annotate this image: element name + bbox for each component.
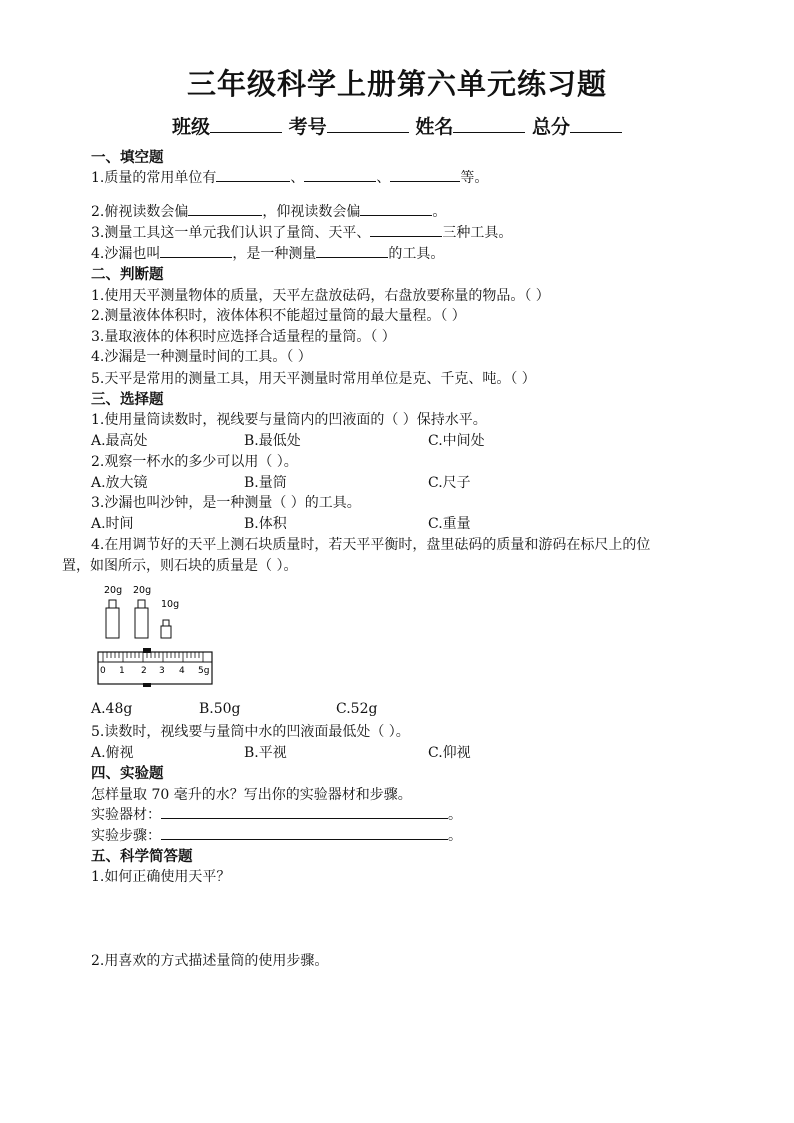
answer-blank[interactable] [316,243,388,258]
answer-blank[interactable] [360,201,432,216]
choice-option[interactable]: A.最高处 [91,433,148,449]
answer-blank[interactable] [160,243,232,258]
question-text: 3.测量工具这一单元我们认识了量筒、天平、 [91,225,371,241]
exam-no-label: 考号 [288,116,327,138]
class-label: 班级 [172,116,211,138]
choice-question-1: 1.使用量筒读数时，视线要与量筒内的凹液面的（ ）保持水平。 [91,412,487,428]
ruler-scale [98,648,212,687]
equipment-answer-line[interactable] [161,804,448,819]
fill-question-2 [91,201,446,221]
weight-10g-icon [161,620,171,638]
choice-option[interactable]: B.最低处 [244,433,301,449]
choice-option[interactable]: B.体积 [244,516,287,532]
section-heading-choice: 三、选择题 [91,392,164,408]
judge-question-4[interactable]: 4.沙漏是一种测量时间的工具。（ ） [91,349,312,365]
question-text: 1.质量的常用单位有 [91,170,217,186]
section-heading-short: 五、科学简答题 [91,849,193,865]
fill-question-1 [91,167,488,187]
choice-option[interactable]: A.放大镜 [91,475,148,491]
choice-option[interactable]: B.量筒 [244,475,287,491]
question-text: 、 [376,170,391,186]
page-title: 三年级科学上册第六单元练习题 [186,67,607,101]
judge-question-2[interactable]: 2.测量液体体积时，液体体积不能超过量筒的最大量程。（ ） [91,308,466,324]
choice-option[interactable]: A.时间 [91,516,134,532]
steps-label: 实验步骤： [91,828,161,844]
section-heading-experiment: 四、实验题 [91,766,164,782]
choice-option[interactable]: C.52g [336,701,378,717]
ruler-tick-label: 1 [119,666,125,676]
choice-question-4-line2: 置，如图所示，则石块的质量是（ ）。 [62,558,298,574]
question-text: ，仰视读数会偏 [262,204,361,220]
choice-option[interactable]: B.50g [199,701,241,717]
choice-option[interactable]: C.仰视 [428,745,471,761]
student-info-line [0,112,794,139]
rider-marker-bottom [143,683,151,687]
question-text: ，是一种测量 [232,246,317,262]
section-heading-fill: 一、填空题 [91,150,164,166]
choice-option[interactable]: C.重量 [428,516,471,532]
score-label: 总分 [531,116,570,138]
weight-label: 10g [161,599,180,610]
answer-blank[interactable] [304,167,376,182]
name-label: 姓名 [415,116,454,138]
judge-question-1[interactable]: 1.使用天平测量物体的质量，天平左盘放砝码，右盘放要称量的物品。（ ） [91,288,550,304]
answer-blank[interactable] [390,167,460,182]
ruler-tick-label: 2 [141,666,147,676]
question-text: 4.沙漏也叫 [91,246,161,262]
question-text: 、 [290,170,305,186]
experiment-steps [91,825,462,845]
judge-question-5[interactable]: 5.天平是常用的测量工具，用天平测量时常用单位是克、千克、吨。（ ） [91,371,536,387]
experiment-prompt: 怎样量取 70 毫升的水？写出你的实验器材和步骤。 [91,787,412,803]
section-heading-judge: 二、判断题 [91,267,164,283]
ruler-tick-label: 5g [198,666,210,676]
answer-blank[interactable] [188,201,262,216]
steps-answer-line[interactable] [161,825,448,840]
end-mark: 。 [448,828,462,844]
balance-figure [95,580,220,690]
end-mark: 。 [448,807,462,823]
name-blank[interactable] [453,114,525,133]
rider-marker-top [143,648,151,653]
weight-label: 20g [104,585,123,596]
choice-question-3: 3.沙漏也叫沙钟，是一种测量（ ）的工具。 [91,495,361,511]
equipment-label: 实验器材： [91,807,161,823]
short-question-2: 2.用喜欢的方式描述量筒的使用步骤。 [91,953,329,969]
question-text: 的工具。 [388,246,445,262]
short-question-1: 1.如何正确使用天平？ [91,869,231,885]
weight-20g-icon [106,600,119,638]
question-text: 三种工具。 [442,225,513,241]
choice-option[interactable]: C.尺子 [428,475,471,491]
exam-no-blank[interactable] [327,114,409,133]
experiment-equipment [91,804,462,824]
choice-option[interactable]: A.48g [91,701,133,717]
ruler-tick-label: 3 [159,666,165,676]
answer-blank[interactable] [216,167,290,182]
weight-label: 20g [133,585,152,596]
ruler-tick-label: 0 [100,666,106,676]
question-text: 2.俯视读数会偏 [91,204,189,220]
choice-question-4-line1: 4.在用调节好的天平上测石块质量时，若天平平衡时，盘里砝码的质量和游码在标尺上的位 [91,537,651,553]
fill-question-3 [91,222,512,242]
question-text: 等。 [460,170,489,186]
choice-option[interactable]: C.中间处 [428,433,485,449]
choice-option[interactable]: B.平视 [244,745,287,761]
score-blank[interactable] [570,114,622,133]
weight-20g-icon [135,600,148,638]
judge-question-3[interactable]: 3.量取液体的体积时应选择合适量程的量筒。（ ） [91,329,396,345]
ruler-tick-label: 4 [179,666,185,676]
class-blank[interactable] [210,114,282,133]
choice-question-2: 2.观察一杯水的多少可以用（ ）。 [91,454,298,470]
question-text: 。 [432,204,447,220]
answer-blank[interactable] [370,222,442,237]
choice-question-5: 5.读数时，视线要与量筒中水的凹液面最低处（ ）。 [91,724,410,740]
choice-option[interactable]: A.俯视 [91,745,134,761]
fill-question-4 [91,243,444,263]
